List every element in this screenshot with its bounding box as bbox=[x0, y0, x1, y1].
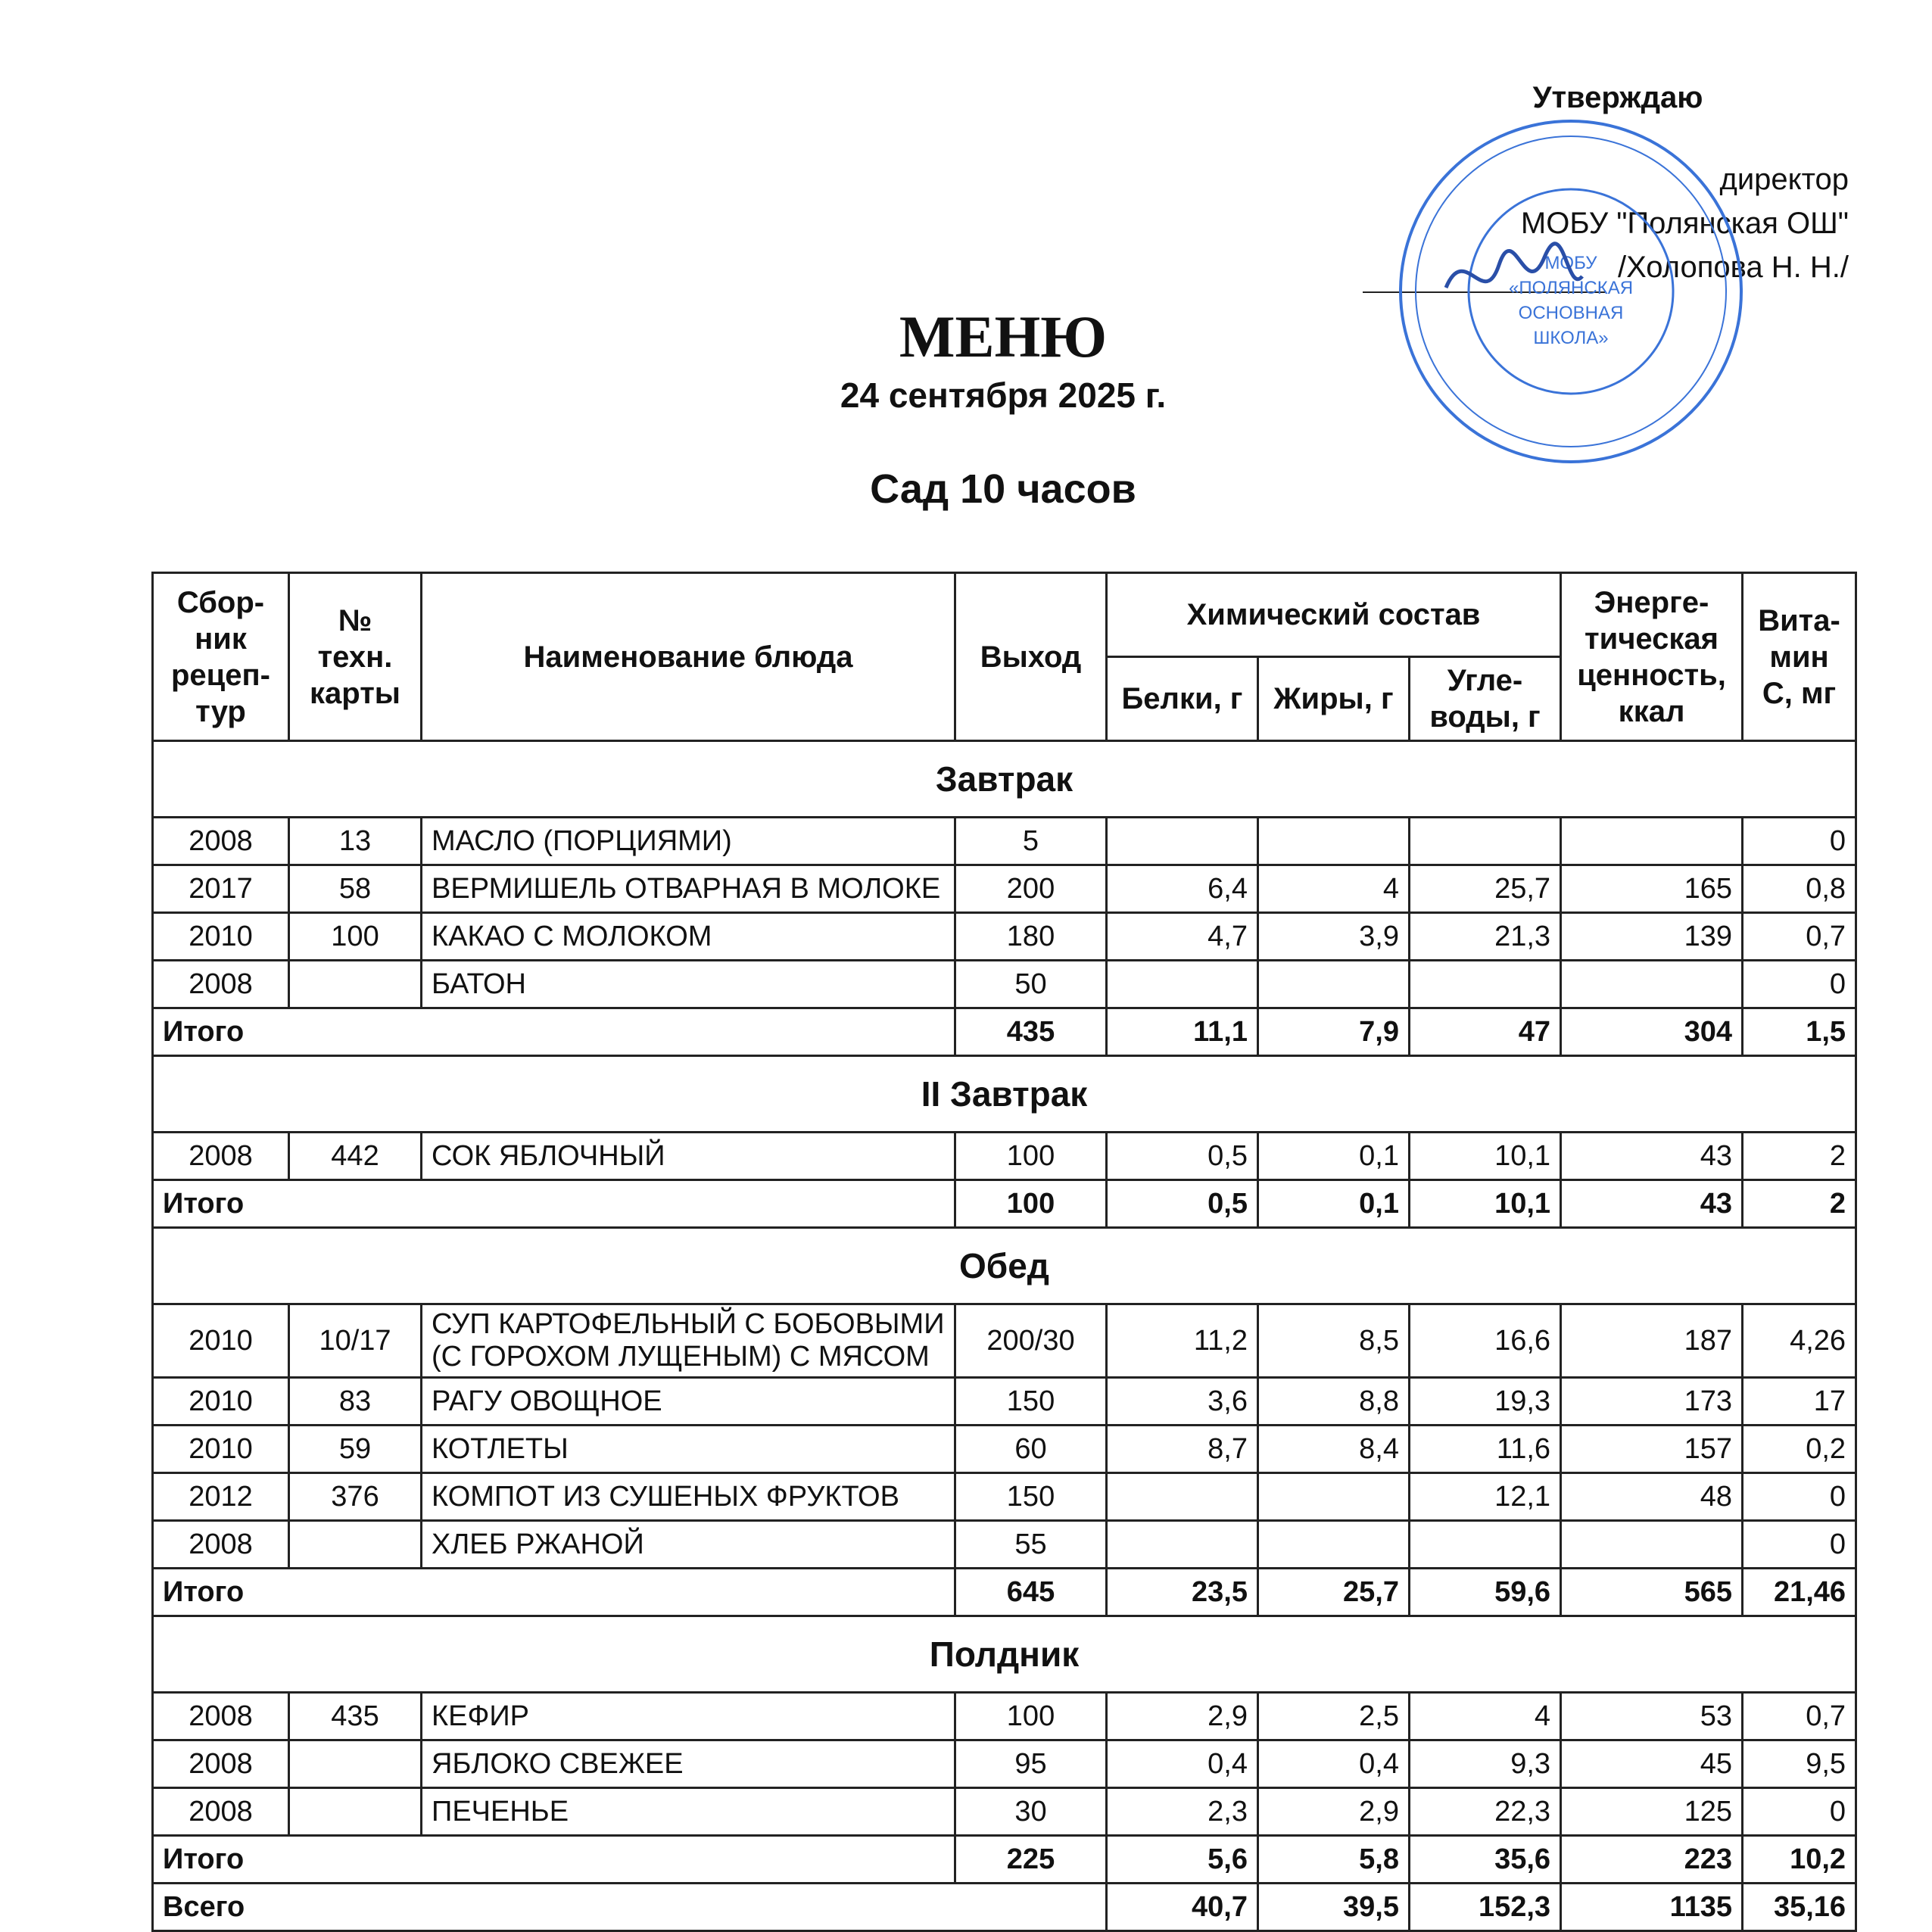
total-yield: 225 bbox=[955, 1836, 1107, 1884]
col-collection: Сбор-ник рецеп-тур bbox=[153, 573, 289, 741]
cell-collection: 2010 bbox=[153, 1304, 289, 1378]
grand-total-row bbox=[153, 1884, 1856, 1931]
cell-tech-card: 376 bbox=[289, 1473, 422, 1521]
cell-energy: 45 bbox=[1561, 1740, 1743, 1788]
total-energy: 43 bbox=[1561, 1180, 1743, 1228]
cell-energy: 53 bbox=[1561, 1693, 1743, 1740]
cell-yield: 55 bbox=[955, 1521, 1107, 1569]
table-row bbox=[153, 1788, 1856, 1836]
stamp-text-2: «ПОЛЯНСКАЯ bbox=[1508, 278, 1634, 298]
cell-vitamin: 0 bbox=[1743, 1521, 1856, 1569]
total-energy: 223 bbox=[1561, 1836, 1743, 1884]
cell-dish: КАКАО С МОЛОКОМ bbox=[422, 913, 955, 961]
cell-tech-card: 13 bbox=[289, 818, 422, 865]
cell-vitamin: 0,7 bbox=[1743, 913, 1856, 961]
section-title: II Завтрак bbox=[153, 1056, 1856, 1133]
total-label: Итого bbox=[153, 1836, 955, 1884]
cell-fat: 3,9 bbox=[1258, 913, 1410, 961]
grand-total-vitamin: 35,16 bbox=[1743, 1884, 1856, 1931]
cell-fat: 4 bbox=[1258, 865, 1410, 913]
total-carbs: 35,6 bbox=[1410, 1836, 1561, 1884]
cell-protein: 8,7 bbox=[1107, 1426, 1258, 1473]
cell-dish: КЕФИР bbox=[422, 1693, 955, 1740]
section-row bbox=[153, 741, 1856, 818]
cell-yield: 100 bbox=[955, 1693, 1107, 1740]
cell-vitamin: 9,5 bbox=[1743, 1740, 1856, 1788]
cell-fat bbox=[1258, 818, 1410, 865]
cell-energy: 187 bbox=[1561, 1304, 1743, 1378]
section-row bbox=[153, 1616, 1856, 1693]
total-vitamin: 21,46 bbox=[1743, 1569, 1856, 1616]
total-vitamin: 2 bbox=[1743, 1180, 1856, 1228]
cell-yield: 100 bbox=[955, 1133, 1107, 1180]
cell-vitamin: 0 bbox=[1743, 818, 1856, 865]
cell-dish: СОК ЯБЛОЧНЫЙ bbox=[422, 1133, 955, 1180]
total-yield: 645 bbox=[955, 1569, 1107, 1616]
cell-collection: 2008 bbox=[153, 1788, 289, 1836]
cell-vitamin: 0,2 bbox=[1743, 1426, 1856, 1473]
cell-protein: 0,4 bbox=[1107, 1740, 1258, 1788]
total-vitamin: 1,5 bbox=[1743, 1008, 1856, 1056]
official-stamp bbox=[1393, 114, 1749, 469]
cell-carbs bbox=[1410, 1521, 1561, 1569]
total-label: Итого bbox=[153, 1180, 955, 1228]
cell-carbs bbox=[1410, 818, 1561, 865]
cell-yield: 200/30 bbox=[955, 1304, 1107, 1378]
cell-tech-card: 59 bbox=[289, 1426, 422, 1473]
cell-fat: 0,1 bbox=[1258, 1133, 1410, 1180]
cell-carbs: 25,7 bbox=[1410, 865, 1561, 913]
cell-collection: 2008 bbox=[153, 818, 289, 865]
table-row bbox=[153, 1473, 1856, 1521]
cell-tech-card bbox=[289, 1740, 422, 1788]
cell-carbs: 16,6 bbox=[1410, 1304, 1561, 1378]
total-row bbox=[153, 1836, 1856, 1884]
cell-yield: 150 bbox=[955, 1378, 1107, 1426]
col-vitamin: Вита-мин С, мг bbox=[1743, 573, 1856, 741]
cell-vitamin: 0,8 bbox=[1743, 865, 1856, 913]
cell-energy: 139 bbox=[1561, 913, 1743, 961]
cell-carbs: 19,3 bbox=[1410, 1378, 1561, 1426]
col-tech-card: № техн. карты bbox=[289, 573, 422, 741]
cell-energy: 157 bbox=[1561, 1426, 1743, 1473]
cell-protein bbox=[1107, 818, 1258, 865]
approval-organization: МОБУ "Полянская ОШ" bbox=[1520, 207, 1849, 240]
cell-fat: 8,5 bbox=[1258, 1304, 1410, 1378]
cell-fat bbox=[1258, 1473, 1410, 1521]
section-row bbox=[153, 1228, 1856, 1304]
total-yield: 100 bbox=[955, 1180, 1107, 1228]
total-energy: 565 bbox=[1561, 1569, 1743, 1616]
cell-collection: 2010 bbox=[153, 1426, 289, 1473]
cell-tech-card: 10/17 bbox=[289, 1304, 422, 1378]
cell-tech-card: 83 bbox=[289, 1378, 422, 1426]
approval-heading: Утверждаю bbox=[1532, 81, 1703, 114]
cell-dish: ХЛЕБ РЖАНОЙ bbox=[422, 1521, 955, 1569]
total-vitamin: 10,2 bbox=[1743, 1836, 1856, 1884]
cell-protein bbox=[1107, 1521, 1258, 1569]
cell-dish: МАСЛО (ПОРЦИЯМИ) bbox=[422, 818, 955, 865]
total-fat: 0,1 bbox=[1258, 1180, 1410, 1228]
cell-carbs: 11,6 bbox=[1410, 1426, 1561, 1473]
cell-protein: 3,6 bbox=[1107, 1378, 1258, 1426]
cell-protein: 4,7 bbox=[1107, 913, 1258, 961]
cell-vitamin: 2 bbox=[1743, 1133, 1856, 1180]
total-fat: 7,9 bbox=[1258, 1008, 1410, 1056]
section-row bbox=[153, 1056, 1856, 1133]
total-protein: 11,1 bbox=[1107, 1008, 1258, 1056]
cell-carbs: 22,3 bbox=[1410, 1788, 1561, 1836]
cell-carbs: 21,3 bbox=[1410, 913, 1561, 961]
cell-dish: РАГУ ОВОЩНОЕ bbox=[422, 1378, 955, 1426]
cell-protein bbox=[1107, 1473, 1258, 1521]
grand-total-protein: 40,7 bbox=[1107, 1884, 1258, 1931]
grand-total-carbs: 152,3 bbox=[1410, 1884, 1561, 1931]
approval-position: директор bbox=[1719, 163, 1849, 196]
col-protein: Белки, г bbox=[1107, 657, 1258, 741]
cell-tech-card bbox=[289, 1521, 422, 1569]
cell-fat: 2,9 bbox=[1258, 1788, 1410, 1836]
col-yield: Выход bbox=[955, 573, 1107, 741]
table-row bbox=[153, 1133, 1856, 1180]
cell-protein: 0,5 bbox=[1107, 1133, 1258, 1180]
col-chem: Химический состав bbox=[1107, 573, 1561, 657]
cell-yield: 95 bbox=[955, 1740, 1107, 1788]
cell-tech-card: 100 bbox=[289, 913, 422, 961]
section-title: Завтрак bbox=[153, 741, 1856, 818]
cell-vitamin: 0,7 bbox=[1743, 1693, 1856, 1740]
total-fat: 5,8 bbox=[1258, 1836, 1410, 1884]
cell-energy bbox=[1561, 1521, 1743, 1569]
table-row bbox=[153, 961, 1856, 1008]
cell-vitamin: 0 bbox=[1743, 1473, 1856, 1521]
cell-tech-card: 435 bbox=[289, 1693, 422, 1740]
cell-yield: 30 bbox=[955, 1788, 1107, 1836]
table-row bbox=[153, 913, 1856, 961]
cell-fat bbox=[1258, 961, 1410, 1008]
total-carbs: 47 bbox=[1410, 1008, 1561, 1056]
table-row bbox=[153, 1304, 1856, 1378]
cell-collection: 2010 bbox=[153, 1378, 289, 1426]
cell-fat: 8,8 bbox=[1258, 1378, 1410, 1426]
col-fat: Жиры, г bbox=[1258, 657, 1410, 741]
cell-carbs: 4 bbox=[1410, 1693, 1561, 1740]
total-row bbox=[153, 1008, 1856, 1056]
cell-yield: 50 bbox=[955, 961, 1107, 1008]
table-row bbox=[153, 865, 1856, 913]
grand-total-energy: 1135 bbox=[1561, 1884, 1743, 1931]
cell-dish: ВЕРМИШЕЛЬ ОТВАРНАЯ В МОЛОКЕ bbox=[422, 865, 955, 913]
cell-dish: ПЕЧЕНЬЕ bbox=[422, 1788, 955, 1836]
total-carbs: 10,1 bbox=[1410, 1180, 1561, 1228]
table-row bbox=[153, 1693, 1856, 1740]
cell-dish: ЯБЛОКО СВЕЖЕЕ bbox=[422, 1740, 955, 1788]
cell-vitamin: 0 bbox=[1743, 1788, 1856, 1836]
cell-collection: 2008 bbox=[153, 1693, 289, 1740]
cell-yield: 180 bbox=[955, 913, 1107, 961]
cell-carbs: 12,1 bbox=[1410, 1473, 1561, 1521]
col-energy: Энерге-тическая ценность, ккал bbox=[1561, 573, 1743, 741]
menu-body bbox=[153, 741, 1856, 1931]
cell-collection: 2008 bbox=[153, 961, 289, 1008]
cell-carbs bbox=[1410, 961, 1561, 1008]
section-title: Обед bbox=[153, 1228, 1856, 1304]
cell-collection: 2008 bbox=[153, 1740, 289, 1788]
cell-dish: СУП КАРТОФЕЛЬНЫЙ С БОБОВЫМИ (С ГОРОХОМ ЛУЩЕНЫМ) С МЯСОМ bbox=[422, 1304, 955, 1378]
cell-dish: БАТОН bbox=[422, 961, 955, 1008]
cell-collection: 2017 bbox=[153, 865, 289, 913]
cell-energy: 48 bbox=[1561, 1473, 1743, 1521]
cell-carbs: 9,3 bbox=[1410, 1740, 1561, 1788]
total-protein: 0,5 bbox=[1107, 1180, 1258, 1228]
cell-collection: 2008 bbox=[153, 1133, 289, 1180]
cell-energy bbox=[1561, 818, 1743, 865]
cell-tech-card: 442 bbox=[289, 1133, 422, 1180]
cell-carbs: 10,1 bbox=[1410, 1133, 1561, 1180]
cell-protein: 2,3 bbox=[1107, 1788, 1258, 1836]
cell-yield: 5 bbox=[955, 818, 1107, 865]
menu-group: Сад 10 часов bbox=[870, 466, 1136, 512]
table-row bbox=[153, 818, 1856, 865]
table-row bbox=[153, 1521, 1856, 1569]
cell-fat bbox=[1258, 1521, 1410, 1569]
cell-tech-card: 58 bbox=[289, 865, 422, 913]
col-dish: Наименование блюда bbox=[422, 573, 955, 741]
cell-protein: 11,2 bbox=[1107, 1304, 1258, 1378]
col-carbs: Угле-воды, г bbox=[1410, 657, 1561, 741]
section-title: Полдник bbox=[153, 1616, 1856, 1693]
total-row bbox=[153, 1180, 1856, 1228]
cell-tech-card bbox=[289, 1788, 422, 1836]
cell-fat: 8,4 bbox=[1258, 1426, 1410, 1473]
menu-date: 24 сентября 2025 г. bbox=[840, 375, 1167, 415]
header-row bbox=[153, 573, 1856, 657]
table-row bbox=[153, 1740, 1856, 1788]
cell-dish: КОМПОТ ИЗ СУШЕНЫХ ФРУКТОВ bbox=[422, 1473, 955, 1521]
cell-collection: 2010 bbox=[153, 913, 289, 961]
total-fat: 25,7 bbox=[1258, 1569, 1410, 1616]
stamp-text-4: ШКОЛА» bbox=[1533, 328, 1609, 348]
total-label: Итого bbox=[153, 1008, 955, 1056]
total-row bbox=[153, 1569, 1856, 1616]
cell-energy: 125 bbox=[1561, 1788, 1743, 1836]
stamp-text-1: МОБУ bbox=[1544, 253, 1597, 273]
page-title: МЕНЮ bbox=[899, 304, 1108, 369]
cell-yield: 200 bbox=[955, 865, 1107, 913]
cell-yield: 60 bbox=[955, 1426, 1107, 1473]
cell-yield: 150 bbox=[955, 1473, 1107, 1521]
total-yield: 435 bbox=[955, 1008, 1107, 1056]
cell-vitamin: 0 bbox=[1743, 961, 1856, 1008]
cell-energy: 165 bbox=[1561, 865, 1743, 913]
cell-protein: 6,4 bbox=[1107, 865, 1258, 913]
cell-dish: КОТЛЕТЫ bbox=[422, 1426, 955, 1473]
total-label: Итого bbox=[153, 1569, 955, 1616]
table-row bbox=[153, 1378, 1856, 1426]
approval-signer: /Холопова Н. Н./ bbox=[1617, 251, 1849, 284]
cell-vitamin: 4,26 bbox=[1743, 1304, 1856, 1378]
stamp-text-3: ОСНОВНАЯ bbox=[1518, 303, 1624, 323]
total-protein: 5,6 bbox=[1107, 1836, 1258, 1884]
cell-tech-card bbox=[289, 961, 422, 1008]
total-energy: 304 bbox=[1561, 1008, 1743, 1056]
total-carbs: 59,6 bbox=[1410, 1569, 1561, 1616]
cell-fat: 0,4 bbox=[1258, 1740, 1410, 1788]
cell-energy: 173 bbox=[1561, 1378, 1743, 1426]
cell-collection: 2008 bbox=[153, 1521, 289, 1569]
total-protein: 23,5 bbox=[1107, 1569, 1258, 1616]
menu-table bbox=[151, 572, 1857, 1932]
cell-fat: 2,5 bbox=[1258, 1693, 1410, 1740]
cell-collection: 2012 bbox=[153, 1473, 289, 1521]
cell-protein bbox=[1107, 961, 1258, 1008]
cell-energy: 43 bbox=[1561, 1133, 1743, 1180]
table-row bbox=[153, 1426, 1856, 1473]
cell-vitamin: 17 bbox=[1743, 1378, 1856, 1426]
grand-total-label: Всего bbox=[153, 1884, 1107, 1931]
grand-total-fat: 39,5 bbox=[1258, 1884, 1410, 1931]
cell-energy bbox=[1561, 961, 1743, 1008]
cell-protein: 2,9 bbox=[1107, 1693, 1258, 1740]
